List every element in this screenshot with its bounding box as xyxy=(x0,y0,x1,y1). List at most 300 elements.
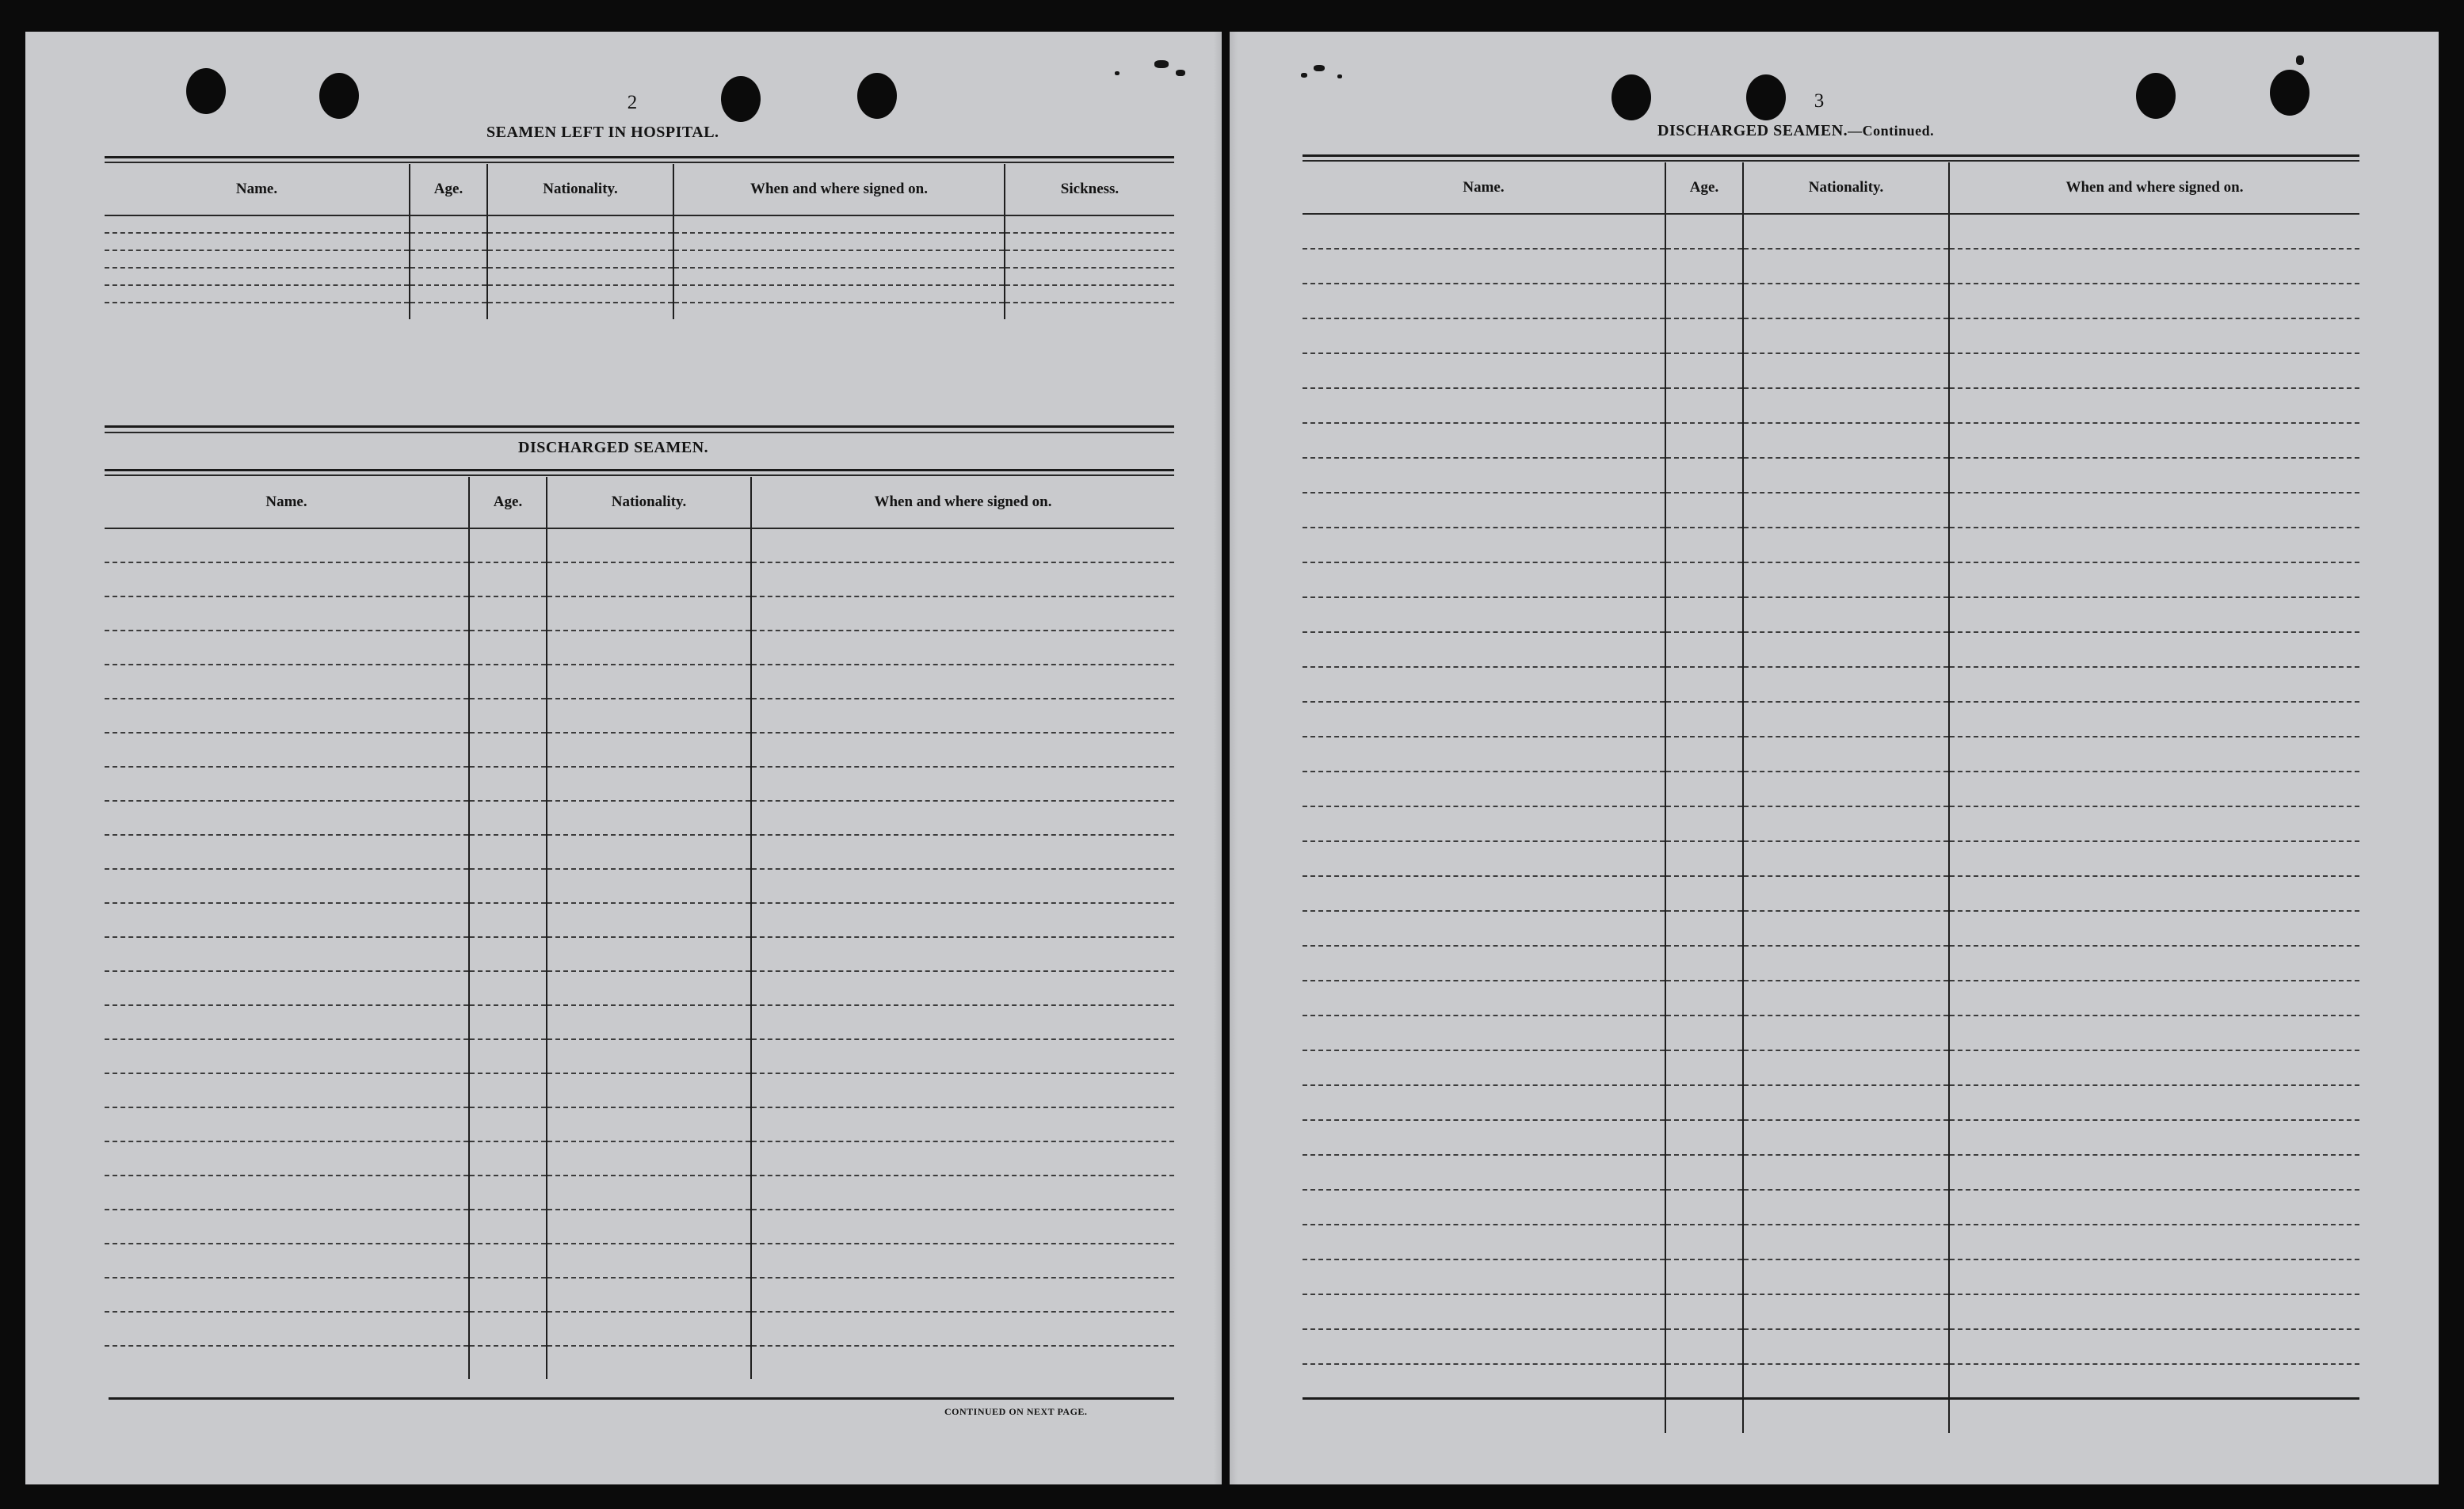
blank-entry-cell xyxy=(751,699,1174,733)
blank-entry-cell xyxy=(547,665,751,699)
hospital-section-title: SEAMEN LEFT IN HOSPITAL. xyxy=(486,124,719,141)
blank-entry-cell xyxy=(105,699,469,733)
blank-entry-cell xyxy=(1303,667,1665,702)
blank-entry-cell xyxy=(469,869,547,903)
blank-entry-cell xyxy=(673,303,1005,319)
blank-entry-cell xyxy=(1303,423,1665,458)
blank-entry-cell xyxy=(547,1210,751,1244)
blank-entry-cell xyxy=(547,596,751,631)
blank-entry-cell xyxy=(105,801,469,835)
blank-entry-cell xyxy=(1665,806,1743,841)
blank-entry-cell xyxy=(751,1141,1174,1176)
blank-entry-cell xyxy=(1303,702,1665,737)
blank-entry-cell xyxy=(1303,388,1665,423)
blank-entry-cell xyxy=(1303,284,1665,318)
punch-hole xyxy=(2136,73,2176,119)
table-row xyxy=(1303,353,2359,388)
blank-entry-cell xyxy=(105,596,469,631)
blank-entry-cell xyxy=(1743,1050,1949,1085)
blank-entry-cell xyxy=(1303,981,1665,1016)
blank-entry-cell xyxy=(751,1210,1174,1244)
blank-entry-cell xyxy=(1743,772,1949,806)
paper-speck xyxy=(2296,55,2304,65)
blank-entry-cell xyxy=(487,215,673,233)
blank-entry-cell xyxy=(1949,841,2359,876)
table-row xyxy=(105,1312,1174,1346)
blank-entry-cell xyxy=(1743,597,1949,632)
table-row xyxy=(1303,284,2359,318)
table-header-row xyxy=(105,477,1174,528)
blank-entry-cell xyxy=(1949,423,2359,458)
blank-entry-cell xyxy=(105,903,469,937)
table-row xyxy=(105,1176,1174,1210)
blank-entry-cell xyxy=(1743,1399,1949,1433)
punch-hole xyxy=(2270,70,2310,116)
blank-entry-cell xyxy=(1665,841,1743,876)
blank-entry-cell xyxy=(1665,458,1743,493)
blank-entry-cell xyxy=(469,1278,547,1312)
blank-entry-cell xyxy=(1665,981,1743,1016)
blank-entry-cell xyxy=(1743,458,1949,493)
table-row xyxy=(105,835,1174,869)
blank-entry-cell xyxy=(469,903,547,937)
blank-entry-cell xyxy=(487,233,673,250)
blank-entry-cell xyxy=(1743,423,1949,458)
blank-entry-cell xyxy=(1665,702,1743,737)
table-row xyxy=(1303,981,2359,1016)
column-header: Age. xyxy=(469,477,547,528)
blank-entry-cell xyxy=(1949,458,2359,493)
blank-entry-cell xyxy=(1665,1190,1743,1225)
blank-entry-cell xyxy=(673,268,1005,285)
blank-entry-cell xyxy=(751,528,1174,562)
blank-entry-cell xyxy=(1743,911,1949,946)
blank-entry-cell xyxy=(1665,388,1743,423)
blank-entry-cell xyxy=(469,1210,547,1244)
blank-entry-cell xyxy=(547,1073,751,1107)
blank-entry-cell xyxy=(1303,632,1665,667)
blank-entry-cell xyxy=(751,869,1174,903)
table-row xyxy=(105,767,1174,801)
blank-entry-cell xyxy=(1665,214,1743,249)
discharged-continued-title-main: DISCHARGED SEAMEN. xyxy=(1657,122,1848,139)
blank-entry-cell xyxy=(547,903,751,937)
blank-entry-cell xyxy=(410,285,487,303)
right-page xyxy=(1230,32,2439,1484)
blank-entry-cell xyxy=(1949,981,2359,1016)
blank-entry-cell xyxy=(1949,876,2359,911)
blank-entry-cell xyxy=(469,1244,547,1278)
table-row xyxy=(105,1141,1174,1176)
blank-entry-cell xyxy=(410,233,487,250)
blank-entry-cell xyxy=(751,665,1174,699)
table-row xyxy=(1303,702,2359,737)
blank-entry-cell xyxy=(751,801,1174,835)
blank-entry-cell xyxy=(1743,1225,1949,1259)
table-row xyxy=(1303,1190,2359,1225)
blank-entry-cell xyxy=(487,285,673,303)
blank-entry-cell xyxy=(469,1107,547,1141)
blank-entry-cell xyxy=(547,1141,751,1176)
blank-entry-cell xyxy=(1743,1259,1949,1294)
table-row xyxy=(1303,528,2359,562)
blank-entry-cell xyxy=(410,250,487,268)
blank-entry-cell xyxy=(751,1107,1174,1141)
table-row xyxy=(105,528,1174,562)
discharged-top-rule xyxy=(105,469,1174,471)
blank-entry-cell xyxy=(105,767,469,801)
blank-entry-cell xyxy=(410,303,487,319)
blank-entry-cell xyxy=(1303,1190,1665,1225)
table-row xyxy=(105,233,1174,250)
blank-entry-cell xyxy=(1949,1155,2359,1190)
blank-entry-cell xyxy=(1743,318,1949,353)
blank-entry-cell xyxy=(1665,876,1743,911)
blank-entry-cell xyxy=(105,528,469,562)
blank-entry-cell xyxy=(105,869,469,903)
blank-entry-cell xyxy=(1303,806,1665,841)
blank-entry-cell xyxy=(751,1278,1174,1312)
blank-entry-cell xyxy=(673,285,1005,303)
table-row xyxy=(1303,318,2359,353)
table-row xyxy=(1303,806,2359,841)
discharged-top-rule-inner xyxy=(105,474,1174,476)
blank-entry-cell xyxy=(1665,911,1743,946)
blank-entry-cell xyxy=(1949,1085,2359,1120)
column-header: Name. xyxy=(1303,162,1665,214)
blank-entry-cell xyxy=(1665,562,1743,597)
blank-entry-cell xyxy=(1743,353,1949,388)
blank-entry-cell xyxy=(469,1005,547,1039)
blank-entry-cell xyxy=(1303,1016,1665,1050)
blank-entry-cell xyxy=(1743,981,1949,1016)
column-header: Nationality. xyxy=(547,477,751,528)
table-row xyxy=(1303,249,2359,284)
blank-entry-cell xyxy=(469,835,547,869)
blank-entry-cell xyxy=(1665,1259,1743,1294)
blank-entry-cell xyxy=(1949,1050,2359,1085)
blank-entry-cell xyxy=(1303,458,1665,493)
blank-entry-cell xyxy=(547,631,751,665)
hospital-bottom-rule-inner xyxy=(105,432,1174,433)
blank-entry-cell xyxy=(1743,841,1949,876)
blank-entry-cell xyxy=(1303,772,1665,806)
table-header-row xyxy=(105,164,1174,215)
blank-entry-cell xyxy=(1005,268,1174,285)
table-row xyxy=(105,1073,1174,1107)
table-row xyxy=(105,903,1174,937)
table-row xyxy=(105,1346,1174,1379)
table-row xyxy=(105,801,1174,835)
blank-entry-cell xyxy=(1949,702,2359,737)
blank-entry-cell xyxy=(673,233,1005,250)
table-row xyxy=(105,562,1174,596)
blank-entry-cell xyxy=(469,528,547,562)
blank-entry-cell xyxy=(1665,318,1743,353)
table-row xyxy=(105,285,1174,303)
table-row xyxy=(105,303,1174,319)
blank-entry-cell xyxy=(469,562,547,596)
blank-entry-cell xyxy=(547,528,751,562)
table-row xyxy=(105,1039,1174,1073)
blank-entry-cell xyxy=(1949,1016,2359,1050)
blank-entry-cell xyxy=(105,303,410,319)
blank-entry-cell xyxy=(1303,911,1665,946)
bottom-rule xyxy=(1303,1397,2359,1400)
column-header: Name. xyxy=(105,477,469,528)
blank-entry-cell xyxy=(751,1176,1174,1210)
blank-entry-cell xyxy=(1949,1364,2359,1399)
blank-entry-cell xyxy=(1949,911,2359,946)
blank-entry-cell xyxy=(1665,249,1743,284)
blank-entry-cell xyxy=(105,631,469,665)
blank-entry-cell xyxy=(1949,1225,2359,1259)
blank-entry-cell xyxy=(1743,1329,1949,1364)
blank-entry-cell xyxy=(105,937,469,971)
blank-entry-cell xyxy=(547,1039,751,1073)
blank-entry-cell xyxy=(1005,303,1174,319)
blank-entry-cell xyxy=(1743,702,1949,737)
blank-entry-cell xyxy=(105,665,469,699)
blank-entry-cell xyxy=(1665,1399,1743,1433)
blank-entry-cell xyxy=(105,1346,469,1379)
blank-entry-cell xyxy=(1005,233,1174,250)
blank-entry-cell xyxy=(105,562,469,596)
blank-entry-cell xyxy=(1743,1190,1949,1225)
blank-entry-cell xyxy=(1743,528,1949,562)
blank-entry-cell xyxy=(1303,1120,1665,1155)
column-header: Sickness. xyxy=(1005,164,1174,215)
blank-entry-cell xyxy=(105,1312,469,1346)
blank-entry-cell xyxy=(1665,737,1743,772)
blank-entry-cell xyxy=(547,1107,751,1141)
table-row xyxy=(1303,214,2359,249)
blank-entry-cell xyxy=(1303,1085,1665,1120)
blank-entry-cell xyxy=(1665,423,1743,458)
blank-entry-cell xyxy=(105,1073,469,1107)
blank-entry-cell xyxy=(469,665,547,699)
blank-entry-cell xyxy=(1743,632,1949,667)
blank-entry-cell xyxy=(1743,214,1949,249)
blank-entry-cell xyxy=(751,971,1174,1005)
table-row xyxy=(1303,1016,2359,1050)
blank-entry-cell xyxy=(1743,876,1949,911)
blank-entry-cell xyxy=(1665,284,1743,318)
paper-speck xyxy=(1301,73,1307,78)
blank-entry-cell xyxy=(1743,667,1949,702)
blank-entry-cell xyxy=(1665,667,1743,702)
blank-entry-cell xyxy=(1303,1155,1665,1190)
bottom-rule xyxy=(109,1397,1174,1400)
blank-entry-cell xyxy=(105,1107,469,1141)
punch-hole xyxy=(857,73,897,119)
blank-entry-cell xyxy=(1743,1294,1949,1329)
blank-entry-cell xyxy=(1665,1225,1743,1259)
blank-entry-cell xyxy=(1665,1155,1743,1190)
blank-entry-cell xyxy=(1303,1294,1665,1329)
blank-entry-cell xyxy=(487,303,673,319)
blank-entry-cell xyxy=(547,767,751,801)
blank-entry-cell xyxy=(1949,1399,2359,1433)
page-number: 2 xyxy=(627,92,638,113)
table-row xyxy=(1303,1399,2359,1433)
column-header: Nationality. xyxy=(1743,162,1949,214)
blank-entry-cell xyxy=(1665,597,1743,632)
blank-entry-cell xyxy=(1665,493,1743,528)
blank-entry-cell xyxy=(1303,1259,1665,1294)
blank-entry-cell xyxy=(1949,737,2359,772)
column-header: Age. xyxy=(1665,162,1743,214)
blank-entry-cell xyxy=(1743,1016,1949,1050)
table-row xyxy=(1303,458,2359,493)
blank-entry-cell xyxy=(1303,214,1665,249)
blank-entry-cell xyxy=(105,1210,469,1244)
top-rule-inner xyxy=(105,162,1174,163)
table-row xyxy=(105,1244,1174,1278)
blank-entry-cell xyxy=(751,903,1174,937)
blank-entry-cell xyxy=(1743,388,1949,423)
blank-entry-cell xyxy=(1665,1364,1743,1399)
blank-entry-cell xyxy=(1949,528,2359,562)
blank-entry-cell xyxy=(673,250,1005,268)
blank-entry-cell xyxy=(105,215,410,233)
left-page xyxy=(25,32,1222,1484)
blank-entry-cell xyxy=(751,562,1174,596)
blank-entry-cell xyxy=(1665,1294,1743,1329)
column-header: When and where signed on. xyxy=(673,164,1005,215)
blank-entry-cell xyxy=(1303,1364,1665,1399)
column-header: When and where signed on. xyxy=(1949,162,2359,214)
blank-entry-cell xyxy=(105,285,410,303)
blank-entry-cell xyxy=(1303,876,1665,911)
table-row xyxy=(1303,1259,2359,1294)
punch-hole xyxy=(1612,74,1651,120)
table-row xyxy=(105,1210,1174,1244)
blank-entry-cell xyxy=(1743,1120,1949,1155)
blank-entry-cell xyxy=(1303,562,1665,597)
table-row xyxy=(105,215,1174,233)
blank-entry-cell xyxy=(1303,946,1665,981)
blank-entry-cell xyxy=(469,1073,547,1107)
table-row xyxy=(105,596,1174,631)
discharged-continued-title xyxy=(1657,122,1934,140)
blank-entry-cell xyxy=(469,1312,547,1346)
blank-entry-cell xyxy=(751,1073,1174,1107)
table-row xyxy=(1303,1364,2359,1399)
blank-entry-cell xyxy=(105,1141,469,1176)
blank-entry-cell xyxy=(469,733,547,767)
blank-entry-cell xyxy=(1743,493,1949,528)
table-row xyxy=(105,250,1174,268)
punch-hole xyxy=(1746,74,1786,120)
table-row xyxy=(1303,1225,2359,1259)
blank-entry-cell xyxy=(1665,1329,1743,1364)
table-row xyxy=(105,268,1174,285)
blank-entry-cell xyxy=(105,233,410,250)
table-row xyxy=(1303,423,2359,458)
blank-entry-cell xyxy=(1665,353,1743,388)
blank-entry-cell xyxy=(1743,1085,1949,1120)
blank-entry-cell xyxy=(1949,214,2359,249)
paper-speck xyxy=(1176,70,1185,76)
blank-entry-cell xyxy=(751,835,1174,869)
blank-entry-cell xyxy=(1665,1050,1743,1085)
hospital-table xyxy=(105,164,1174,319)
blank-entry-cell xyxy=(547,733,751,767)
blank-entry-cell xyxy=(105,971,469,1005)
table-row xyxy=(1303,388,2359,423)
blank-entry-cell xyxy=(1303,249,1665,284)
blank-entry-cell xyxy=(105,1176,469,1210)
blank-entry-cell xyxy=(469,1039,547,1073)
blank-entry-cell xyxy=(751,1312,1174,1346)
discharged-table xyxy=(105,477,1174,1379)
hospital-bottom-rule xyxy=(105,425,1174,428)
table-row xyxy=(105,1005,1174,1039)
blank-entry-cell xyxy=(1303,841,1665,876)
table-row xyxy=(105,665,1174,699)
page-fold-shadow xyxy=(1214,32,1222,1484)
table-row xyxy=(105,869,1174,903)
blank-entry-cell xyxy=(1303,1050,1665,1085)
blank-entry-cell xyxy=(1949,1294,2359,1329)
blank-entry-cell xyxy=(751,767,1174,801)
blank-entry-cell xyxy=(1949,1190,2359,1225)
blank-entry-cell xyxy=(547,835,751,869)
column-header: Nationality. xyxy=(487,164,673,215)
blank-entry-cell xyxy=(1303,493,1665,528)
table-row xyxy=(1303,597,2359,632)
blank-entry-cell xyxy=(1005,215,1174,233)
table-row xyxy=(1303,772,2359,806)
blank-entry-cell xyxy=(1949,667,2359,702)
blank-entry-cell xyxy=(469,1346,547,1379)
blank-entry-cell xyxy=(1303,737,1665,772)
blank-entry-cell xyxy=(1743,1155,1949,1190)
table-row xyxy=(1303,667,2359,702)
punch-hole xyxy=(319,73,359,119)
blank-entry-cell xyxy=(1949,1329,2359,1364)
blank-entry-cell xyxy=(1949,1120,2359,1155)
blank-entry-cell xyxy=(105,835,469,869)
blank-entry-cell xyxy=(1665,1120,1743,1155)
blank-entry-cell xyxy=(1949,249,2359,284)
blank-entry-cell xyxy=(1949,597,2359,632)
top-rule xyxy=(105,156,1174,158)
paper-speck xyxy=(1314,65,1325,71)
blank-entry-cell xyxy=(1005,250,1174,268)
blank-entry-cell xyxy=(751,1244,1174,1278)
blank-entry-cell xyxy=(1949,388,2359,423)
blank-entry-cell xyxy=(1949,318,2359,353)
blank-entry-cell xyxy=(1665,1085,1743,1120)
blank-entry-cell xyxy=(105,250,410,268)
table-row xyxy=(1303,737,2359,772)
blank-entry-cell xyxy=(1303,1329,1665,1364)
blank-entry-cell xyxy=(1005,285,1174,303)
blank-entry-cell xyxy=(469,596,547,631)
table-row xyxy=(1303,841,2359,876)
blank-entry-cell xyxy=(1743,806,1949,841)
column-header: Name. xyxy=(105,164,410,215)
blank-entry-cell xyxy=(1949,806,2359,841)
table-row xyxy=(1303,493,2359,528)
blank-entry-cell xyxy=(1743,946,1949,981)
blank-entry-cell xyxy=(105,268,410,285)
blank-entry-cell xyxy=(1303,1399,1665,1433)
blank-entry-cell xyxy=(673,215,1005,233)
blank-entry-cell xyxy=(1743,1364,1949,1399)
